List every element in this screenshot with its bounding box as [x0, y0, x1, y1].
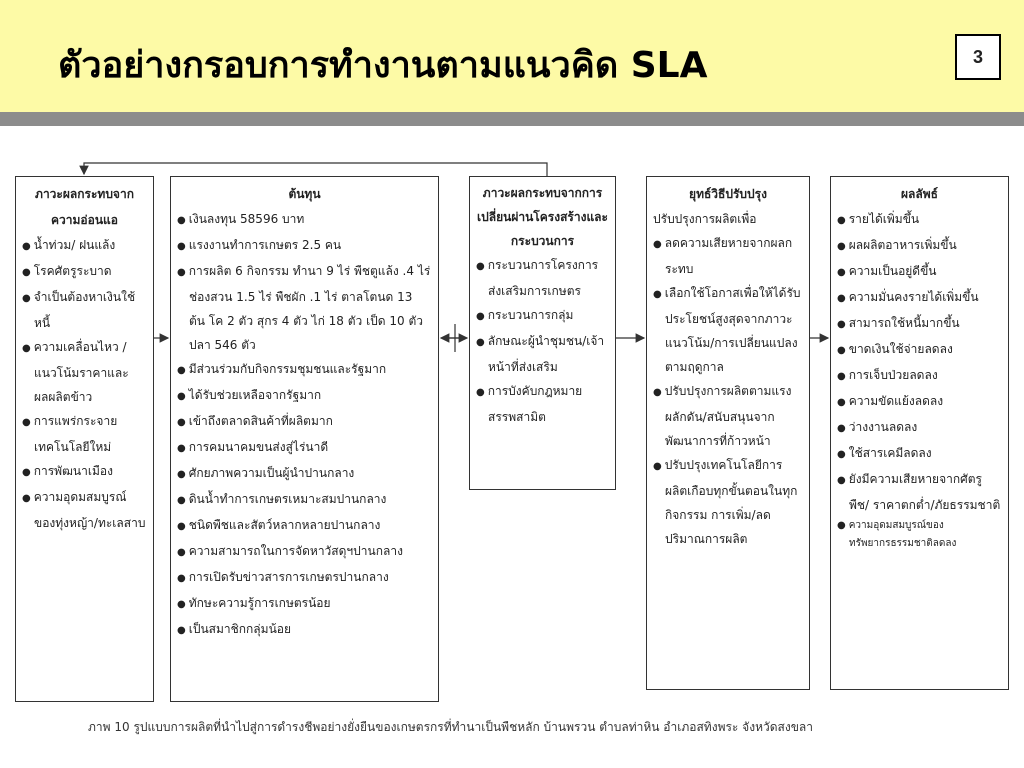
strategy-intro: ปรับปรุงการผลิตเพื่อ [653, 212, 757, 226]
capital-box [170, 176, 439, 702]
transform-list [476, 253, 609, 429]
list-item: ● ความเป็นอยู่ดีขึ้น [837, 259, 1002, 285]
list-item: ● ยังมีความเสียหายจากศัตรูพืช/ ราคาตกต่ำ/ภัยธรรมชาติ [837, 467, 1002, 517]
list-item: ● เลือกใช้โอกาสเพื่อให้ได้รับประโยชน์สูงสุดจากภาวะแนวโน้ม/การเปลี่ยนแปลงตามฤดูกาล [653, 281, 803, 379]
list-item: ● ปรับปรุงการผลิตตามแรงผลักดัน/สนับสนุนจากพัฒนาการที่ก้าวหน้า [653, 379, 803, 453]
list-item: ● กระบวนการโครงการส่งเสริมการเกษตร [476, 253, 609, 303]
list-item: ● เข้าถึงตลาดสินค้าที่ผลิตมาก [177, 409, 432, 435]
list-item: ● แรงงานทำการเกษตร 2.5 คน [177, 233, 432, 259]
outcome-list [837, 207, 1002, 553]
list-item: ● ผลผลิตอาหารเพิ่มขึ้น [837, 233, 1002, 259]
list-item: ● รายได้เพิ่มขึ้น [837, 207, 1002, 233]
list-item: ● การเจ็บป่วยลดลง [837, 363, 1002, 389]
capital-list [177, 207, 432, 643]
list-item: ● การบังคับกฎหมายสรรพสามิต [476, 379, 609, 429]
list-item: ● สามารถใช้หนี้มากขึ้น [837, 311, 1002, 337]
list-item: ● ใช้สารเคมีลดลง [837, 441, 1002, 467]
list-item: ● กระบวนการกลุ่ม [476, 303, 609, 329]
list-item: ● ความมั่นคงรายได้เพิ่มขึ้น [837, 285, 1002, 311]
strategy-title: ยุทธ์วิธีปรับปรุง [689, 187, 767, 201]
capital-title: ต้นทุน [288, 187, 321, 201]
list-item: ● เป็นสมาชิกกลุ่มน้อย [177, 617, 432, 643]
list-item: ● ความอุดมสมบูรณ์ของทรัพยากรธรรมชาติลดลง [837, 517, 1002, 553]
list-item: ● ความขัดแย้งลดลง [837, 389, 1002, 415]
list-item: ● การพัฒนาเมือง [22, 459, 147, 485]
list-item: ● การเปิดรับข่าวสารการเกษตรปานกลาง [177, 565, 432, 591]
vulnerability-list [22, 233, 147, 535]
list-item: ● ได้รับช่วยเหลือจากรัฐมาก [177, 383, 432, 409]
transform-title: ภาวะผลกระทบจากการเปลี่ยนผ่านโครงสร้างและกระบวนการ [477, 186, 608, 248]
vulnerability-box [15, 176, 154, 702]
list-item: ● ความสามารถในการจัดหาวัสดุฯปานกลาง [177, 539, 432, 565]
strategy-box [646, 176, 810, 690]
list-item: ● ความเคลื่อนไหว /แนวโน้มราคาและผลผลิตข้าว [22, 335, 147, 409]
list-item: ● มีส่วนร่วมกับกิจกรรมชุมชนและรัฐมาก [177, 357, 432, 383]
list-item: ● ปรับปรุงเทคโนโลยีการผลิตเกือบทุกขั้นตอนในทุกกิจกรรม การเพิ่ม/ลดปริมาณการผลิต [653, 453, 803, 551]
page-number: 3 [955, 34, 1001, 80]
list-item: ● ความอุดมสมบูรณ์ของทุ่งหญ้า/ทะเลสาบ [22, 485, 147, 535]
list-item: ● ขาดเงินใช้จ่ายลดลง [837, 337, 1002, 363]
list-item: ● น้ำท่วม/ ฝนแล้ง [22, 233, 147, 259]
list-item: ● ลดความเสียหายจากผลกระทบ [653, 231, 803, 281]
feedback-arrow [84, 163, 547, 176]
outcome-title: ผลลัพธ์ [901, 187, 938, 201]
outcome-box [830, 176, 1009, 690]
list-item: ● ว่างงานลดลง [837, 415, 1002, 441]
list-item: ● ศักยภาพความเป็นผู้นำปานกลาง [177, 461, 432, 487]
list-item: ● จำเป็นต้องหาเงินใช้หนี้ [22, 285, 147, 335]
page-title: ตัวอย่างกรอบการทำงานตามแนวคิด SLA [58, 45, 708, 86]
vulnerability-title: ภาวะผลกระทบจากความอ่อนแอ [35, 187, 134, 227]
strategy-list [653, 207, 803, 551]
list-item: ● ดินน้ำทำการเกษตรเหมาะสมปานกลาง [177, 487, 432, 513]
list-item: ● ชนิดพืชและสัตว์หลากหลายปานกลาง [177, 513, 432, 539]
list-item: ● โรคศัตรูระบาด [22, 259, 147, 285]
list-item: ● ทักษะความรู้การเกษตรน้อย [177, 591, 432, 617]
list-item: ● การคมนาคมขนส่งสู่ไร่นาดี [177, 435, 432, 461]
list-item: ● ลักษณะผู้นำชุมชน/เจ้าหน้าที่ส่งเสริม [476, 329, 609, 379]
figure-caption: ภาพ 10 รูปแบบการผลิตที่นำไปสู่การดำรงชีพอย่างยั่งยืนของเกษตรกรที่ทำนาเป็นพืชหลัก บ้านพรวน ตำบลท่าหิน อำเภอสทิงพระ จังหวัดสงขลา [88, 720, 813, 734]
transform-box [469, 176, 616, 490]
list-item: ● การแพร่กระจายเทคโนโลยีใหม่ [22, 409, 147, 459]
list-item: ● การผลิต 6 กิจกรรม ทำนา 9 ไร่ พืชตูแล้ง .4 ไร่ ช่องสวน 1.5 ไร่ พืชผัก .1 ไร่ ตาลโตนด 13 ต้น โค 2 ตัว สุกร 4 ตัว ไก่ 18 ตัว เป็ด 10 ตัว ปลา 546 ตัว [177, 259, 432, 357]
list-item: ● เงินลงทุน 58596 บาท [177, 207, 432, 233]
